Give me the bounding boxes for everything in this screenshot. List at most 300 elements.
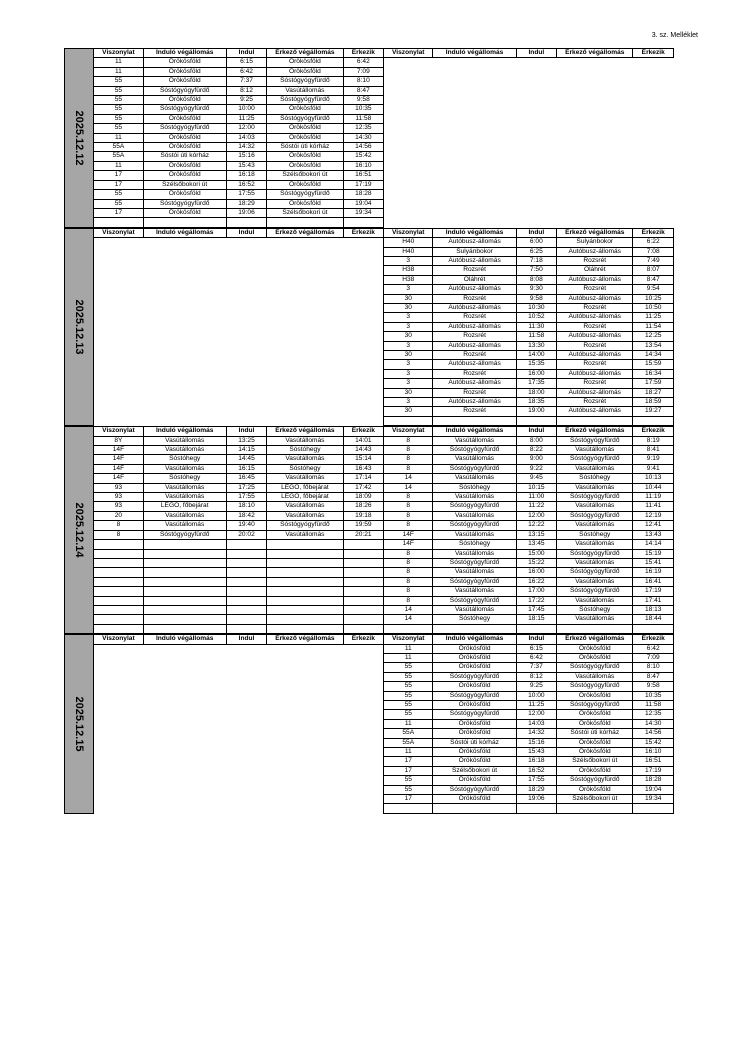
cell-to: Autóbusz-állomás	[557, 247, 633, 256]
cell-from: Sóstógyógyfürdő	[433, 558, 516, 567]
cell-to: Autóbusz-állomás	[557, 350, 633, 359]
cell-to: Rozsrét	[557, 303, 633, 312]
cell-arr	[343, 596, 383, 605]
cell-to: LEGO, főbejárat	[267, 483, 343, 492]
cell-route: H38	[384, 266, 433, 275]
cell-route	[94, 587, 143, 596]
cell-dep: 14:03	[516, 719, 556, 728]
cell-arr: 15:42	[633, 738, 674, 747]
cell-dep	[226, 776, 266, 785]
cell-route: 20	[94, 511, 143, 520]
cell-arr	[343, 568, 383, 577]
cell-from: Örökösföld	[433, 795, 516, 804]
header-route: Viszonylat	[384, 427, 433, 436]
header-to: Érkező végállomás	[557, 427, 633, 436]
cell-arr	[343, 218, 383, 227]
cell-dep: 16:15	[226, 464, 266, 473]
cell-route	[384, 152, 433, 161]
cell-dep: 18:10	[226, 502, 266, 511]
cell-arr: 18:28	[343, 190, 383, 199]
table-row	[65, 700, 674, 709]
cell-route: 17	[384, 795, 433, 804]
cell-arr: 17:19	[343, 180, 383, 189]
cell-dep: 15:00	[516, 549, 556, 558]
cell-route: 55	[384, 785, 433, 794]
cell-dep	[226, 285, 266, 294]
cell-arr	[633, 218, 674, 227]
cell-arr: 19:59	[343, 521, 383, 530]
cell-to: Örökösföld	[557, 785, 633, 794]
cell-to	[267, 341, 343, 350]
cell-to: Sóstógyógyfürdő	[557, 700, 633, 709]
cell-from: Autóbusz-állomás	[433, 322, 516, 331]
cell-arr	[343, 672, 383, 681]
cell-arr	[343, 682, 383, 691]
cell-to	[267, 624, 343, 633]
cell-dep	[226, 238, 266, 247]
cell-dep: 19:06	[516, 795, 556, 804]
cell-route: 3	[384, 398, 433, 407]
cell-arr: 16:19	[633, 568, 674, 577]
cell-from: Örökösföld	[143, 190, 226, 199]
cell-to: Örökösföld	[267, 124, 343, 133]
cell-arr	[343, 398, 383, 407]
cell-to	[267, 549, 343, 558]
date-cell	[65, 49, 94, 228]
cell-arr	[343, 332, 383, 341]
cell-from	[433, 86, 516, 95]
cell-route	[94, 700, 143, 709]
cell-arr	[633, 143, 674, 152]
cell-dep	[226, 294, 266, 303]
cell-arr	[633, 124, 674, 133]
cell-from: Autóbusz-állomás	[433, 341, 516, 350]
cell-arr: 10:13	[633, 474, 674, 483]
cell-from	[143, 766, 226, 775]
cell-from	[143, 776, 226, 785]
cell-from: Sóstói úti kórház	[143, 152, 226, 161]
cell-from: Örökösföld	[433, 663, 516, 672]
cell-from	[143, 644, 226, 653]
cell-route	[94, 266, 143, 275]
cell-from	[433, 804, 516, 813]
cell-route	[384, 96, 433, 105]
cell-route	[94, 682, 143, 691]
table-row	[65, 530, 674, 539]
cell-route	[94, 804, 143, 813]
cell-from	[143, 785, 226, 794]
cell-route: 55	[384, 710, 433, 719]
cell-to	[267, 407, 343, 416]
cell-arr: 6:42	[633, 644, 674, 653]
cell-arr: 15:59	[633, 360, 674, 369]
cell-dep	[226, 644, 266, 653]
cell-route: 93	[94, 502, 143, 511]
cell-dep: 9:25	[226, 96, 266, 105]
cell-dep: 11:58	[516, 332, 556, 341]
cell-dep: 18:00	[516, 388, 556, 397]
cell-to	[267, 568, 343, 577]
cell-from	[143, 568, 226, 577]
cell-arr: 13:54	[633, 341, 674, 350]
cell-dep: 6:15	[516, 644, 556, 653]
cell-arr: 17:41	[633, 596, 674, 605]
cell-dep	[516, 161, 556, 170]
cell-to	[267, 275, 343, 284]
cell-from: Örökösföld	[143, 58, 226, 67]
cell-to: Rozsrét	[557, 360, 633, 369]
cell-dep: 10:52	[516, 313, 556, 322]
cell-to: Rozsrét	[557, 256, 633, 265]
table-row	[65, 105, 674, 114]
cell-from	[143, 748, 226, 757]
cell-arr	[343, 322, 383, 331]
cell-to: Autóbusz-állomás	[557, 388, 633, 397]
cell-from: Rozsrét	[433, 266, 516, 275]
cell-to: Autóbusz-állomás	[557, 294, 633, 303]
cell-route	[94, 672, 143, 681]
cell-from	[143, 303, 226, 312]
cell-from	[433, 114, 516, 123]
cell-dep: 14:32	[516, 729, 556, 738]
cell-to	[557, 114, 633, 123]
cell-arr	[343, 624, 383, 633]
cell-route: 55	[94, 105, 143, 114]
cell-dep: 17:45	[516, 605, 556, 614]
cell-from	[143, 710, 226, 719]
table-row	[65, 341, 674, 350]
cell-to	[267, 388, 343, 397]
cell-route	[94, 577, 143, 586]
cell-dep: 15:43	[226, 161, 266, 170]
cell-to: Autóbusz-állomás	[557, 369, 633, 378]
cell-dep: 8:12	[516, 672, 556, 681]
cell-route	[384, 77, 433, 86]
cell-from: Vasútállomás	[143, 446, 226, 455]
cell-dep: 13:30	[516, 341, 556, 350]
cell-arr	[343, 266, 383, 275]
day-date: 2025.12.12	[73, 110, 86, 166]
cell-from	[143, 596, 226, 605]
cell-arr: 10:44	[633, 483, 674, 492]
cell-from: Sóstóhegy	[143, 474, 226, 483]
cell-from	[143, 398, 226, 407]
cell-dep: 7:37	[226, 77, 266, 86]
cell-dep: 9:58	[516, 294, 556, 303]
cell-from: Vasútállomás	[433, 549, 516, 558]
cell-route	[94, 369, 143, 378]
table-row	[65, 577, 674, 586]
header-arr: Érkezik	[343, 49, 383, 58]
day-date: 2025.12.14	[73, 502, 86, 558]
cell-from	[143, 577, 226, 586]
cell-route: 8	[94, 521, 143, 530]
cell-route: 11	[94, 58, 143, 67]
cell-from: Örökösföld	[433, 700, 516, 709]
cell-arr: 7:49	[633, 256, 674, 265]
date-cell	[65, 635, 94, 814]
cell-dep	[226, 691, 266, 700]
cell-dep	[226, 388, 266, 397]
cell-to	[267, 247, 343, 256]
cell-arr: 11:41	[633, 502, 674, 511]
cell-to: Autóbusz-állomás	[557, 332, 633, 341]
cell-arr	[343, 615, 383, 624]
cell-route: 17	[384, 757, 433, 766]
cell-arr	[343, 776, 383, 785]
cell-dep: 16:18	[516, 757, 556, 766]
cell-route: 14F	[384, 540, 433, 549]
cell-route	[94, 238, 143, 247]
cell-dep	[516, 58, 556, 67]
cell-arr	[343, 388, 383, 397]
cell-to: Sóstógyógyfürdő	[557, 568, 633, 577]
cell-from: Autóbusz-állomás	[433, 238, 516, 247]
cell-to: Vasútállomás	[267, 474, 343, 483]
cell-arr	[633, 152, 674, 161]
cell-to	[267, 322, 343, 331]
header-to: Érkező végállomás	[267, 49, 343, 58]
cell-arr: 8:07	[633, 266, 674, 275]
cell-arr: 14:56	[343, 143, 383, 152]
cell-from: Örökösföld	[143, 67, 226, 76]
cell-arr	[343, 247, 383, 256]
cell-from: Sulyánbokor	[433, 247, 516, 256]
cell-route	[94, 218, 143, 227]
cell-from	[143, 238, 226, 247]
cell-route: 14F	[94, 474, 143, 483]
cell-route: 3	[384, 360, 433, 369]
cell-arr	[343, 729, 383, 738]
cell-dep: 19:40	[226, 521, 266, 530]
cell-dep: 13:15	[516, 530, 556, 539]
table-row	[65, 152, 674, 161]
cell-from: Vasútállomás	[143, 464, 226, 473]
cell-from: Sóstóhegy	[143, 455, 226, 464]
cell-from: Vasútállomás	[143, 493, 226, 502]
cell-dep: 12:22	[516, 521, 556, 530]
cell-from: Autóbusz-állomás	[433, 379, 516, 388]
cell-arr	[343, 738, 383, 747]
cell-from	[143, 682, 226, 691]
cell-route: 55	[94, 96, 143, 105]
cell-dep	[516, 218, 556, 227]
header-dep: Indul	[516, 427, 556, 436]
cell-route	[94, 624, 143, 633]
cell-to: Sóstóhegy	[557, 530, 633, 539]
cell-to: Vasútállomás	[557, 596, 633, 605]
cell-from	[143, 615, 226, 624]
cell-dep: 17:22	[516, 596, 556, 605]
cell-from	[433, 624, 516, 633]
cell-route: 14F	[384, 530, 433, 539]
cell-from	[143, 795, 226, 804]
cell-arr	[343, 407, 383, 416]
table-row	[65, 587, 674, 596]
cell-dep: 10:00	[226, 105, 266, 114]
cell-route	[94, 653, 143, 662]
cell-from	[143, 379, 226, 388]
cell-route: 8	[384, 587, 433, 596]
cell-dep	[226, 341, 266, 350]
cell-arr: 9:54	[633, 285, 674, 294]
cell-to	[267, 738, 343, 747]
cell-arr: 17:42	[343, 483, 383, 492]
cell-from: Sóstógyógyfürdő	[433, 672, 516, 681]
cell-from	[143, 369, 226, 378]
cell-dep	[516, 180, 556, 189]
cell-dep	[226, 568, 266, 577]
cell-from: Sóstóhegy	[433, 615, 516, 624]
cell-dep	[516, 624, 556, 633]
cell-from: Sóstógyógyfürdő	[433, 710, 516, 719]
cell-dep: 18:29	[226, 199, 266, 208]
cell-to: Sóstói úti kórház	[267, 143, 343, 152]
cell-from	[143, 540, 226, 549]
cell-route	[94, 398, 143, 407]
table-row	[65, 446, 674, 455]
cell-from	[143, 407, 226, 416]
cell-route: 8	[384, 464, 433, 473]
table-row	[65, 785, 674, 794]
cell-arr: 12:35	[633, 710, 674, 719]
cell-route: H40	[384, 247, 433, 256]
table-row	[65, 624, 674, 633]
table-row	[65, 719, 674, 728]
table-row	[65, 114, 674, 123]
cell-arr	[633, 161, 674, 170]
cell-to	[267, 285, 343, 294]
cell-route: 8	[384, 446, 433, 455]
header-from: Induló végállomás	[143, 635, 226, 644]
cell-dep: 10:30	[516, 303, 556, 312]
cell-route	[94, 379, 143, 388]
cell-dep: 16:00	[516, 568, 556, 577]
cell-to: Szélsőbokori út	[267, 171, 343, 180]
cell-route	[384, 804, 433, 813]
cell-from: Rozsrét	[433, 407, 516, 416]
cell-dep: 16:45	[226, 474, 266, 483]
cell-route	[94, 691, 143, 700]
cell-dep: 6:00	[516, 238, 556, 247]
cell-route	[94, 615, 143, 624]
cell-dep	[226, 785, 266, 794]
cell-arr: 9:41	[633, 464, 674, 473]
cell-from: Szélsőbokori út	[433, 766, 516, 775]
cell-route	[94, 605, 143, 614]
cell-route	[384, 218, 433, 227]
table-row	[65, 596, 674, 605]
cell-dep	[516, 416, 556, 425]
header-dep: Indul	[516, 228, 556, 237]
cell-to: Vasútállomás	[557, 672, 633, 681]
cell-from: Sóstógyógyfürdő	[433, 596, 516, 605]
cell-arr	[343, 757, 383, 766]
cell-arr	[343, 360, 383, 369]
cell-route	[384, 199, 433, 208]
cell-to	[267, 360, 343, 369]
cell-to: Sulyánbokor	[557, 238, 633, 247]
cell-to	[267, 748, 343, 757]
cell-to: Sóstógyógyfürdő	[267, 114, 343, 123]
cell-from	[143, 757, 226, 766]
cell-to	[267, 615, 343, 624]
cell-from	[143, 663, 226, 672]
cell-arr: 19:18	[343, 511, 383, 520]
cell-from: Rozsrét	[433, 388, 516, 397]
cell-arr: 8:47	[343, 86, 383, 95]
cell-arr: 9:58	[633, 682, 674, 691]
cell-from: Autóbusz-állomás	[433, 285, 516, 294]
cell-arr: 17:19	[633, 587, 674, 596]
cell-dep: 16:52	[516, 766, 556, 775]
cell-dep	[226, 275, 266, 284]
cell-route: 30	[384, 350, 433, 359]
cell-arr	[343, 691, 383, 700]
cell-arr	[343, 369, 383, 378]
table-row	[65, 332, 674, 341]
cell-dep	[226, 303, 266, 312]
cell-to	[557, 190, 633, 199]
cell-from: Autóbusz-állomás	[433, 256, 516, 265]
header-dep: Indul	[226, 427, 266, 436]
cell-dep	[516, 804, 556, 813]
cell-arr	[343, 313, 383, 322]
cell-route	[94, 388, 143, 397]
cell-to	[557, 218, 633, 227]
table-row	[65, 436, 674, 445]
cell-dep: 15:16	[516, 738, 556, 747]
cell-route	[94, 285, 143, 294]
table-row	[65, 672, 674, 681]
cell-to: Örökösföld	[267, 105, 343, 114]
header-to: Érkező végállomás	[267, 228, 343, 237]
cell-from	[143, 294, 226, 303]
cell-to	[267, 795, 343, 804]
cell-dep: 14:15	[226, 446, 266, 455]
cell-arr: 8:10	[343, 77, 383, 86]
cell-to	[267, 587, 343, 596]
cell-arr: 13:43	[633, 530, 674, 539]
cell-to	[557, 180, 633, 189]
cell-dep	[516, 190, 556, 199]
table-row	[65, 247, 674, 256]
cell-route	[94, 719, 143, 728]
table-row	[65, 294, 674, 303]
cell-dep: 17:25	[226, 483, 266, 492]
cell-to	[267, 558, 343, 567]
cell-route	[94, 663, 143, 672]
cell-to	[267, 303, 343, 312]
cell-to: Autóbusz-állomás	[557, 313, 633, 322]
cell-arr: 6:42	[343, 58, 383, 67]
cell-dep: 6:42	[226, 67, 266, 76]
cell-route	[94, 322, 143, 331]
cell-to: Rozsrét	[557, 322, 633, 331]
cell-to	[557, 161, 633, 170]
cell-from: Örökösföld	[433, 682, 516, 691]
cell-from: Vasútállomás	[433, 474, 516, 483]
cell-arr: 15:42	[343, 152, 383, 161]
cell-route: 3	[384, 256, 433, 265]
cell-from: Örökösföld	[433, 757, 516, 766]
cell-to: Rozsrét	[557, 285, 633, 294]
cell-to: Örökösföld	[557, 710, 633, 719]
cell-to: Örökösföld	[557, 653, 633, 662]
cell-route	[384, 124, 433, 133]
cell-dep: 18:42	[226, 511, 266, 520]
cell-arr: 17:59	[633, 379, 674, 388]
